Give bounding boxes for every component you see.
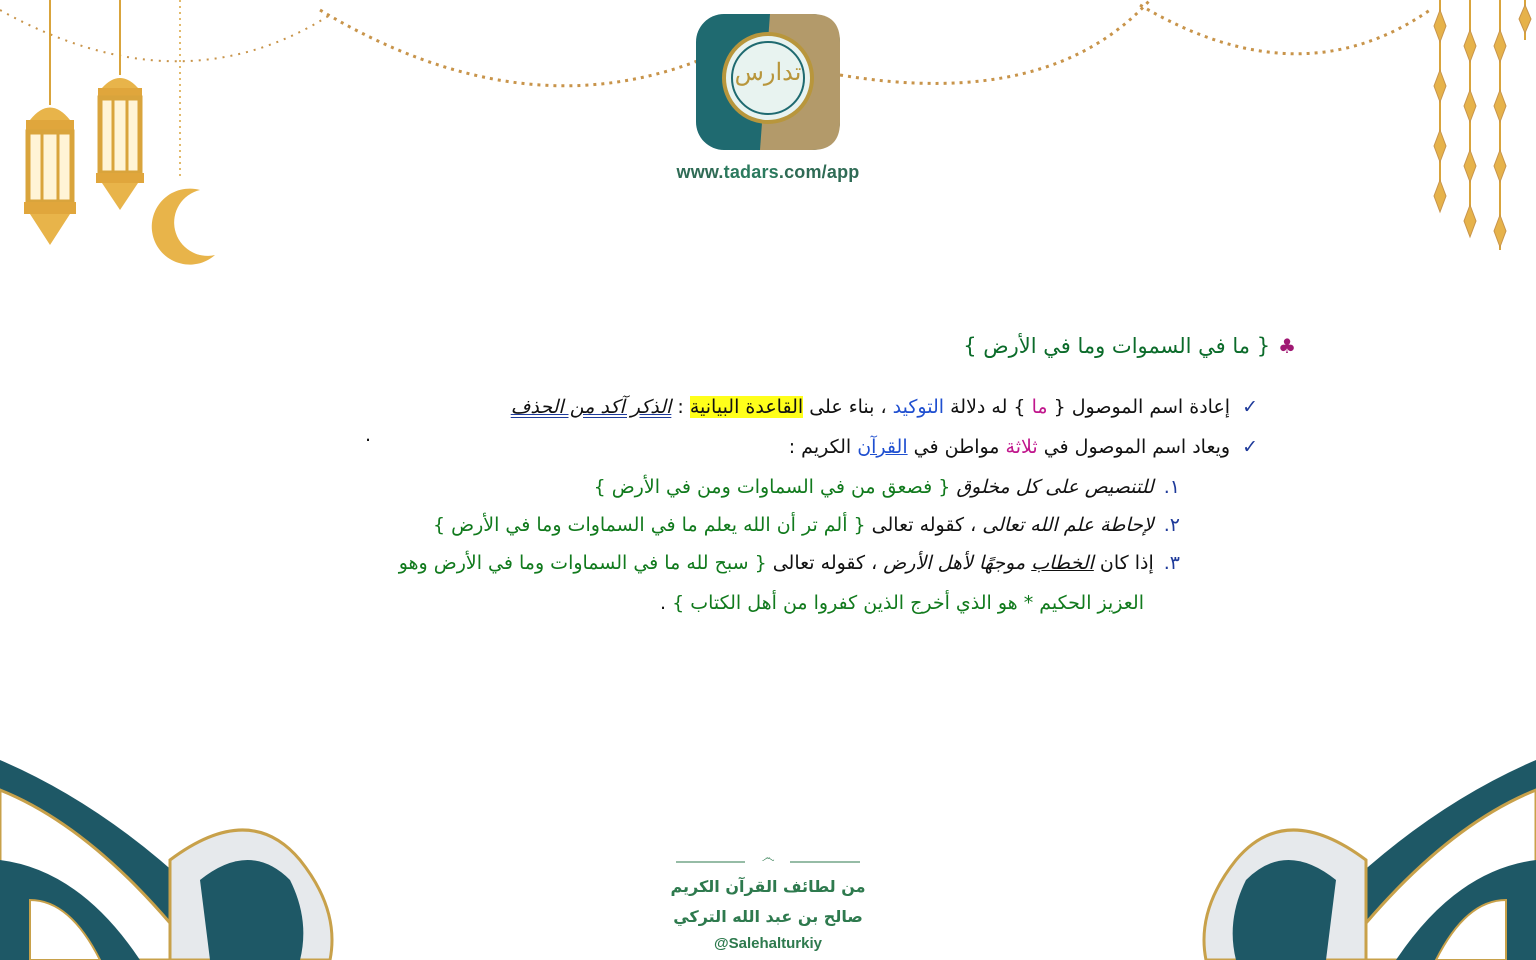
p2-quran: القرآن — [857, 436, 908, 458]
heading-text: { ما في السموات وما في الأرض } — [963, 334, 1271, 358]
item-end: . — [659, 592, 667, 614]
corner-flower-left — [0, 760, 332, 960]
check-icon: ✓ — [1242, 436, 1258, 458]
section-heading — [963, 334, 1296, 358]
item-intro-b: موجهًا لأهل الأرض — [883, 552, 1026, 574]
p1-quote: الذكر آكد من الحذف — [510, 396, 672, 418]
item-mid: ، كقوله تعالى — [772, 552, 878, 574]
point-1-end — [365, 424, 371, 446]
item-number: ٢. — [1163, 514, 1180, 536]
numbered-item-3-cont — [660, 592, 1144, 614]
url-brand: tadars — [723, 162, 779, 182]
item-intro: لإحاطة علم الله تعالى — [982, 514, 1154, 536]
item-number: ١. — [1163, 476, 1180, 498]
item-intro-a: الخطاب — [1031, 552, 1094, 574]
footer-line-2: صالح بن عبد الله التركي — [673, 907, 863, 926]
p2-text-a: ويعاد اسم الموصول في — [1043, 436, 1231, 458]
p1-rule-highlight: القاعدة البيانية — [689, 396, 804, 418]
footer-handle[interactable]: @Salehalturkiy — [713, 935, 822, 952]
p1-end: . — [364, 424, 371, 446]
numbered-item-3 — [399, 552, 1180, 574]
point-2 — [789, 436, 1258, 458]
point-1 — [511, 396, 1258, 418]
url-prefix: www. — [676, 162, 724, 182]
item-number: ٣. — [1163, 552, 1180, 574]
p2-text-b: مواطن في — [913, 436, 1000, 458]
p1-ma: ما — [1031, 396, 1048, 418]
p1-tawkid: التوكيد — [892, 396, 945, 418]
footer-ornament: ෴ — [761, 850, 775, 866]
item-quote-line1: { سبح لله ما في السماوات وما في الأرض وهو — [398, 552, 767, 574]
crescent-moon-icon — [152, 0, 215, 265]
p1-text-a: إعادة اسم الموصول { — [1053, 396, 1231, 418]
lantern-icon — [96, 0, 144, 210]
club-bullet-icon: ♣ — [1278, 334, 1296, 358]
corner-flower-right — [1204, 760, 1536, 960]
item-quote-line2: العزيز الحكيم * هو الذي أخرج الذين كفروا من أهل الكتاب } — [672, 592, 1144, 614]
p2-three: ثلاثة — [1005, 436, 1038, 458]
p2-text-c: الكريم : — [788, 436, 852, 458]
p1-colon: : — [677, 396, 684, 418]
p1-text-c: ، بناء على — [809, 396, 887, 418]
numbered-item-2 — [433, 514, 1180, 536]
item-quote: { ألم تر أن الله يعلم ما في السماوات وما في الأرض } — [432, 514, 866, 536]
p1-text-b: } له دلالة — [950, 396, 1026, 418]
lantern-icon — [24, 0, 76, 245]
item-quote: { فصعق من في السماوات ومن في الأرض } — [593, 476, 951, 498]
item-intro: للتنصيص على كل مخلوق — [956, 476, 1154, 498]
url-suffix: .com/app — [778, 162, 860, 182]
hanging-diamonds — [1434, 0, 1531, 250]
item-pre: إذا كان — [1099, 552, 1154, 574]
item-mid: ، كقوله تعالى — [871, 514, 977, 536]
numbered-item-1 — [594, 476, 1180, 498]
logo-url[interactable] — [668, 162, 868, 183]
footer-line-1: من لطائف القرآن الكريم — [670, 877, 866, 896]
check-icon: ✓ — [1242, 396, 1258, 418]
logo-calligraphy: تدارس — [734, 58, 802, 86]
